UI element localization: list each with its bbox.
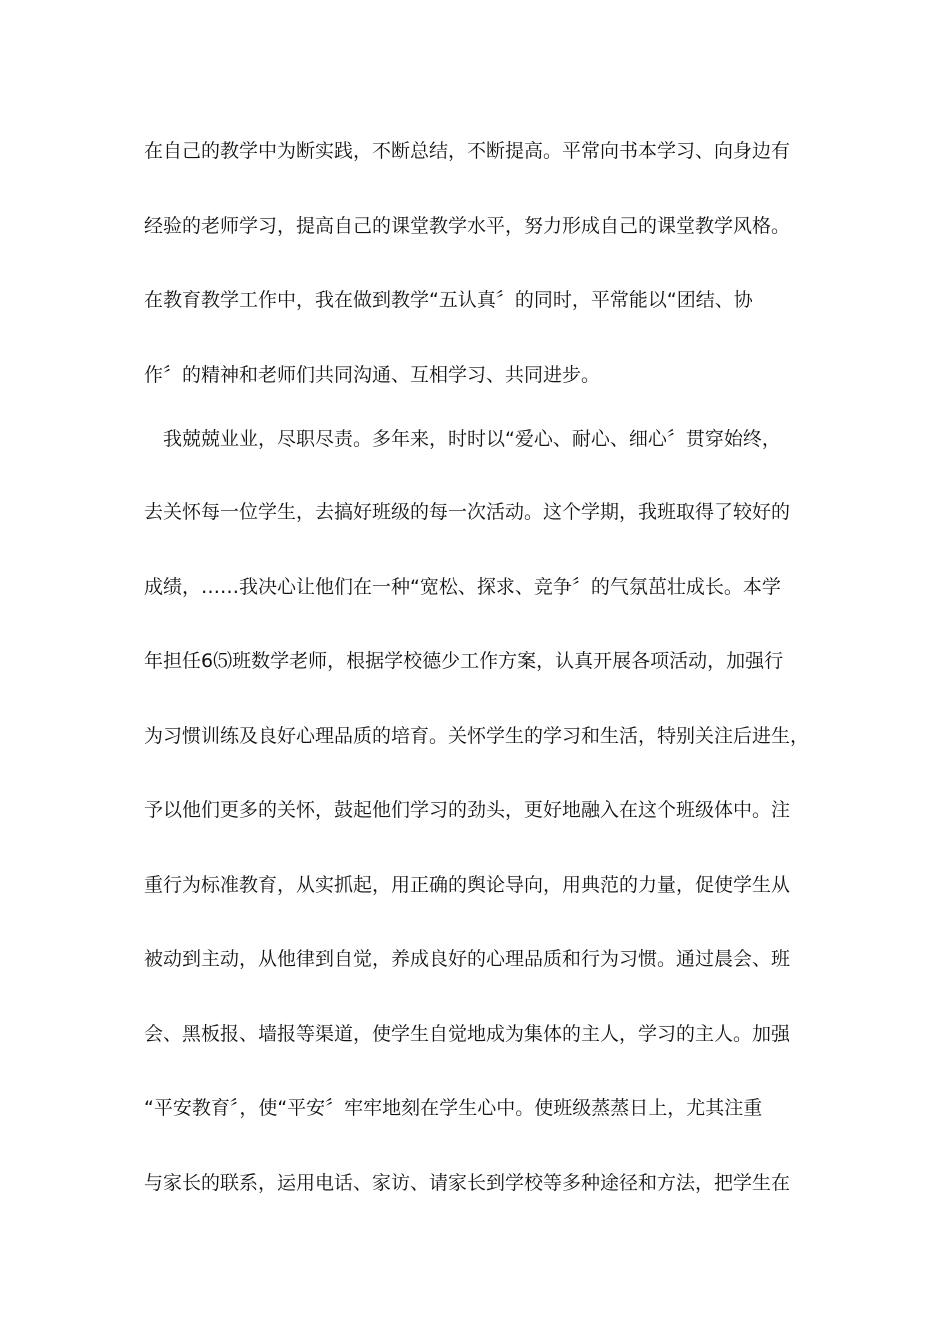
text-line: 被动到主动，从他律到自觉，养成良好的心理品质和行为习惯。通过晨会、班 <box>144 948 791 970</box>
text-line: 在自己的教学中为断实践，不断总结，不断提高。平常向书本学习、向身边有 <box>144 140 791 162</box>
text-line: 成绩，……我决心让他们在一种“宽松、探求、竞争〞的气氛茁壮成长。本学 <box>144 576 781 598</box>
text-line: 作〞的精神和老师们共同沟通、互相学习、共同进步。 <box>144 364 601 386</box>
text-line: “平安教育〞，使“平安〞牢牢地刻在学生心中。使班级蒸蒸日上，尤其注重 <box>144 1097 763 1119</box>
text-line: 我兢兢业业，尽职尽责。多年来，时时以“爱心、耐心、细心〞贯穿始终， <box>163 428 781 450</box>
text-line: 经验的老师学习，提高自己的课堂教学水平，努力形成自己的课堂教学风格。 <box>144 215 791 237</box>
text-line: 年担任6⑸班数学老师，根据学校德少工作方案，认真开展各项活动，加强行 <box>144 650 784 672</box>
text-line: 予以他们更多的关怀，鼓起他们学习的劲头，更好地融入在这个班级体中。注 <box>144 799 791 821</box>
text-line: 为习惯训练及良好心理品质的培育。关怀学生的学习和生活，特别关注后进生， <box>144 725 810 747</box>
text-line: 去关怀每一位学生，去搞好班级的每一次活动。这个学期，我班取得了较好的 <box>144 501 791 523</box>
text-line: 在教育教学工作中，我在做到教学“五认真〞的同时，平常能以“团结、协 <box>144 289 753 311</box>
text-line: 会、黑板报、墙报等渠道，使学生自觉地成为集体的主人，学习的主人。加强 <box>144 1023 791 1045</box>
text-line: 与家长的联系，运用电话、家访、请家长到学校等多种途径和方法，把学生在 <box>144 1172 791 1194</box>
text-line: 重行为标准教育，从实抓起，用正确的舆论导向，用典范的力量，促使学生从 <box>144 874 791 896</box>
